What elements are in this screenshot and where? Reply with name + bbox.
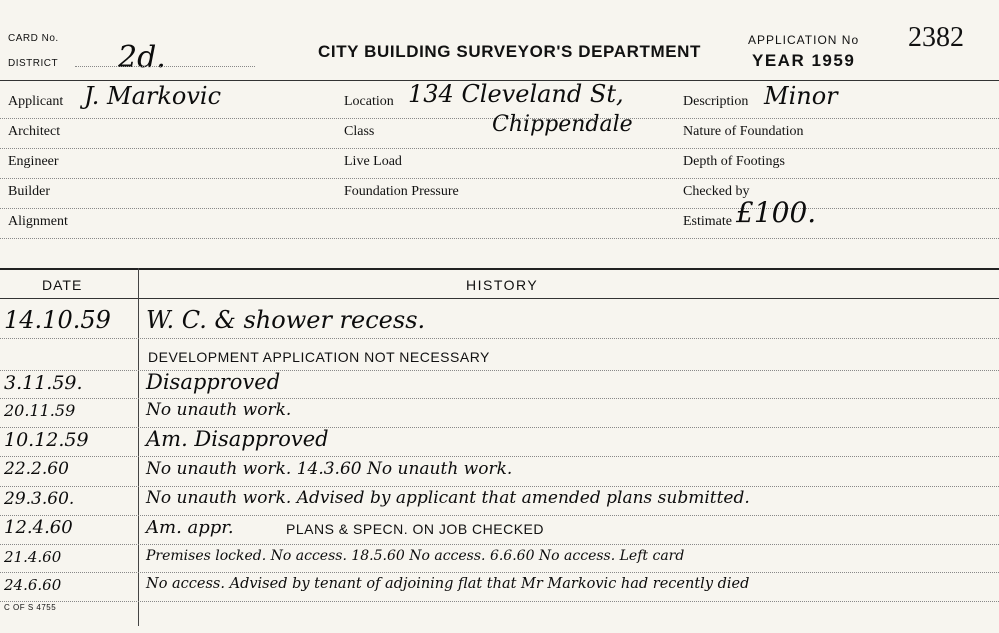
history-entry: No access. Advised by tenant of adjoining flat that Mr Markovic had recently died [146,576,750,592]
district-value: 2d. [118,40,166,75]
year-label: YEAR 1959 [752,51,856,70]
date-column-header: DATE [42,277,83,293]
live-load-label: Live Load [344,154,402,169]
history-date: 24.6.60 [4,576,62,594]
history-top-border [0,268,999,270]
history-column-header: HISTORY [466,277,539,293]
form-code: C OF S 4755 [4,603,57,612]
history-stamp: PLANS & SPECN. ON JOB CHECKED [286,521,545,537]
district-label: DISTRICT [8,58,59,69]
history-rule-6 [0,486,999,487]
history-rule-7 [0,515,999,516]
field-rule-4 [0,208,999,209]
history-rule-10 [0,601,999,602]
history-rule-9 [0,572,999,573]
field-rule-2 [0,148,999,149]
class-value: Chippendale [492,112,633,137]
history-date: 10.12.59 [4,429,89,451]
history-date: 29.3.60. [4,489,75,509]
history-rule-3 [0,398,999,399]
estimate-label: Estimate [683,214,732,229]
history-stamp: DEVELOPMENT APPLICATION NOT NECESSARY [148,349,490,365]
location-label: Location [344,94,394,109]
history-entry: Am. Disapproved [146,427,329,451]
builder-label: Builder [8,184,50,199]
application-number: 2382 [908,22,964,53]
history-date: 21.4.60 [4,548,62,566]
history-date: 20.11.59 [4,401,76,420]
applicant-label: Applicant [8,94,64,109]
nature-of-foundation-label: Nature of Foundation [683,124,804,139]
history-date: 12.4.60 [4,517,73,538]
foundation-pressure-label: Foundation Pressure [344,184,459,199]
checked-by-label: Checked by [683,184,750,199]
description-value: Minor [764,82,838,110]
history-header-divider [0,298,999,299]
history-entry: W. C. & shower recess. [146,306,426,334]
history-date: 22.2.60 [4,459,69,479]
class-label: Class [344,124,375,139]
history-entry: No unauth work. [146,400,292,420]
card-no-label: CARD No. [8,33,59,44]
field-rule-3 [0,178,999,179]
applicant-value: J. Markovic [84,82,222,110]
depth-of-footings-label: Depth of Footings [683,154,785,169]
history-date: 14.10.59 [4,306,111,334]
alignment-label: Alignment [8,214,68,229]
location-value: 134 Cleveland St, [408,80,624,108]
field-rule-5 [0,238,999,239]
history-rule-8 [0,544,999,545]
history-entry: No unauth work. 14.3.60 No unauth work. [146,459,513,479]
engineer-label: Engineer [8,154,59,169]
history-rule-1 [0,338,999,339]
history-entry: Am. appr. [146,517,234,538]
application-label: APPLICATION No [748,33,860,47]
history-entry: No unauth work. Advised by applicant that amended plans submitted. [146,488,750,508]
history-rule-5 [0,456,999,457]
description-label: Description [683,94,749,109]
history-entry: Disapproved [146,370,281,394]
history-entry: Premises locked. No access. 18.5.60 No access. 6.6.60 No access. Left card [146,548,685,564]
estimate-value: £100. [736,196,817,229]
department-title: CITY BUILDING SURVEYOR'S DEPARTMENT [318,42,702,61]
history-date: 3.11.59. [4,372,83,394]
district-rule [75,66,255,67]
architect-label: Architect [8,124,61,139]
